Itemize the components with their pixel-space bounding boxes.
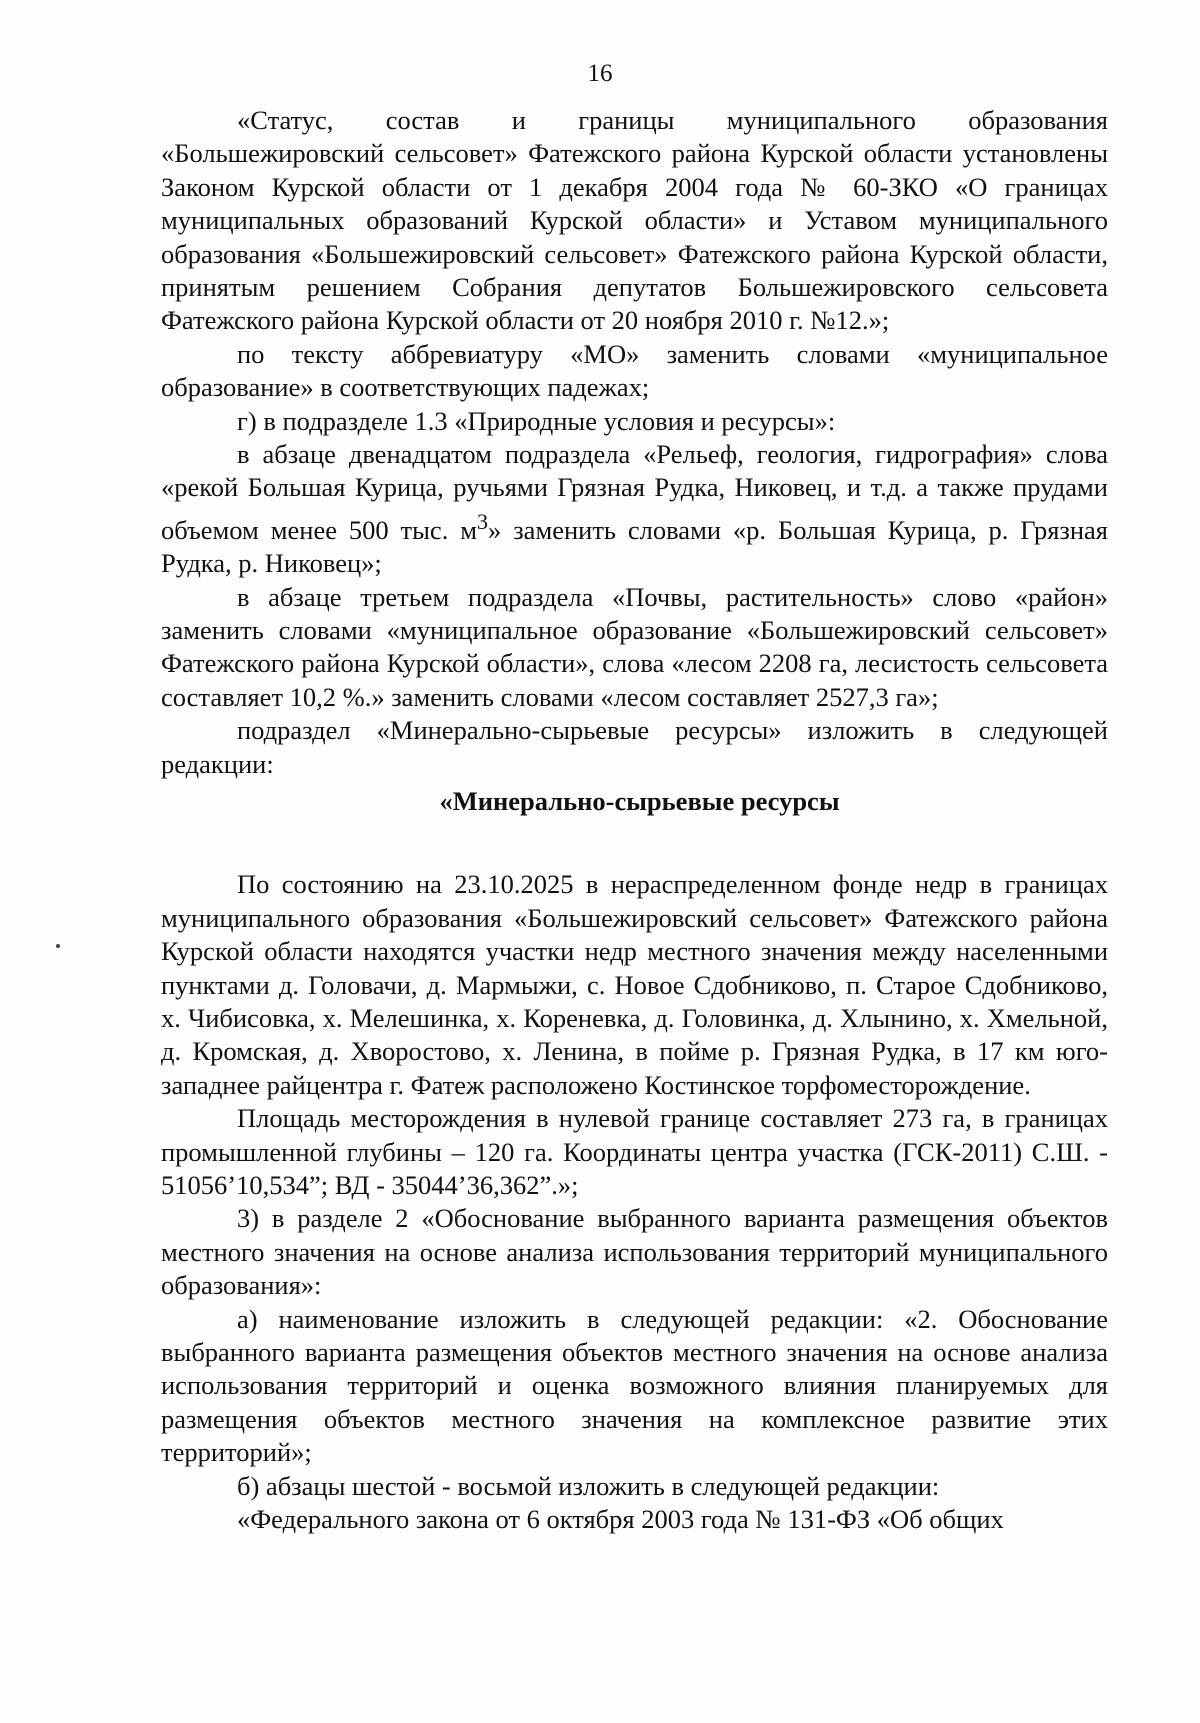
paragraph-mineral-resources-intro: подраздел «Минерально-сырьевые ресурсы» изложить в следующей редакции: [161,715,1108,779]
paragraph-relief-geology-part1: в абзаце двенадцатом подраздела «Рельеф, геология, гидрография» слова «рекой Большая Курица, ручьями Грязная Рудка, Никовец, и т.д. а также прудами объемом менее 500 тыс. м [161,439,1108,545]
document-body [161,104,1108,1536]
paragraph-paragraphs-6-8: б) абзацы шестой - восьмой изложить в следующей редакции: [237,1470,940,1501]
paragraph-relief-geology-part2: » заменить словами «р. Большая Курица, р. Грязная Рудка, р. Никовец»; [161,514,1108,579]
page-number: 16 [587,60,613,87]
paragraph-relief-geology [161,438,1108,580]
paragraph-subsoil-fund: По состоянию на 23.10.2025 в нераспределенном фонде недр в границах муниципального образования «Большежировский сельсовет» Фатежского района Курской области находятся участки недр местного значения между населенными пунктами д. Головачи, д. Мармыжи, с. Новое Сдобниково, п. Старое Сдобниково, х. Чибисовка, х. Мелешинка, х. Кореневка, д. Головинка, д. Хлынино, х. Хмельной, д. Кромская, д. Хворостово, х. Ленина, в пойме р. Грязная Рудка, в 17 км юго-западнее райцентра г. Фатеж расположено Костинское торфоместорождение. [161,869,1108,1100]
paragraph-federal-law: «Федерального закона от 6 октября 2003 года № 131-ФЗ «Об общих [237,1504,1004,1535]
section-heading-mineral-resources: «Минерально-сырьевые ресурсы [439,785,840,816]
paragraph-soils-vegetation: в абзаце третьем подраздела «Почвы, растительность» слово «район» заменить словами «муниципальное образование «Большежировский сельсовет» Фатежского района Курской области», слова «лесом 2208 га, лесистость сельсовета составляет 10,2 %.» заменить словами «лесом составляет 2527,3 га»; [161,581,1108,712]
paragraph-status: «Статус, состав и границы муниципального образования «Большежировский сельсовет» Фатежского района Курской области установлены Законом Курской области от 1 декабря 2004 года № 60-ЗКО «О границах муниципальных образований Курской области» и Уставом муниципального образования «Большежировский сельсовет» Фатежского района Курской области, принятым решением Собрания депутатов Большежировского сельсовета Фатежского района Курской области от 20 ноября 2010 г. №12.»; [161,105,1108,336]
superscript-cubic: 3 [477,508,489,534]
paragraph-subsection-1-3: г) в подразделе 1.3 «Природные условия и ресурсы»: [237,405,836,436]
scan-artifact-dot [56,944,60,948]
paragraph-name-change: а) наименование изложить в следующей редакции: «2. Обоснование выбранного варианта размещения объектов местного значения на основе анализа использования территорий и оценка возможного влияния планируемых для размещения объектов местного значения на комплексное развитие этих территорий»; [161,1303,1108,1468]
paragraph-deposit-area: Площадь месторождения в нулевой границе составляет 273 га, в границах промышленной глубины – 120 га. Координаты центра участка (ГСК-2011) С.Ш. - 51056’10,534”; ВД - 35044’36,362”.»; [161,1103,1108,1201]
paragraph-mo-abbreviation: по тексту аббревиатуру «МО» заменить словами «муниципальное образование» в соответствующих падежах; [161,338,1108,403]
paragraph-section-2: 3) в разделе 2 «Обоснование выбранного варианта размещения объектов местного значения на основе анализа использования территорий муниципального образования»: [161,1203,1108,1301]
